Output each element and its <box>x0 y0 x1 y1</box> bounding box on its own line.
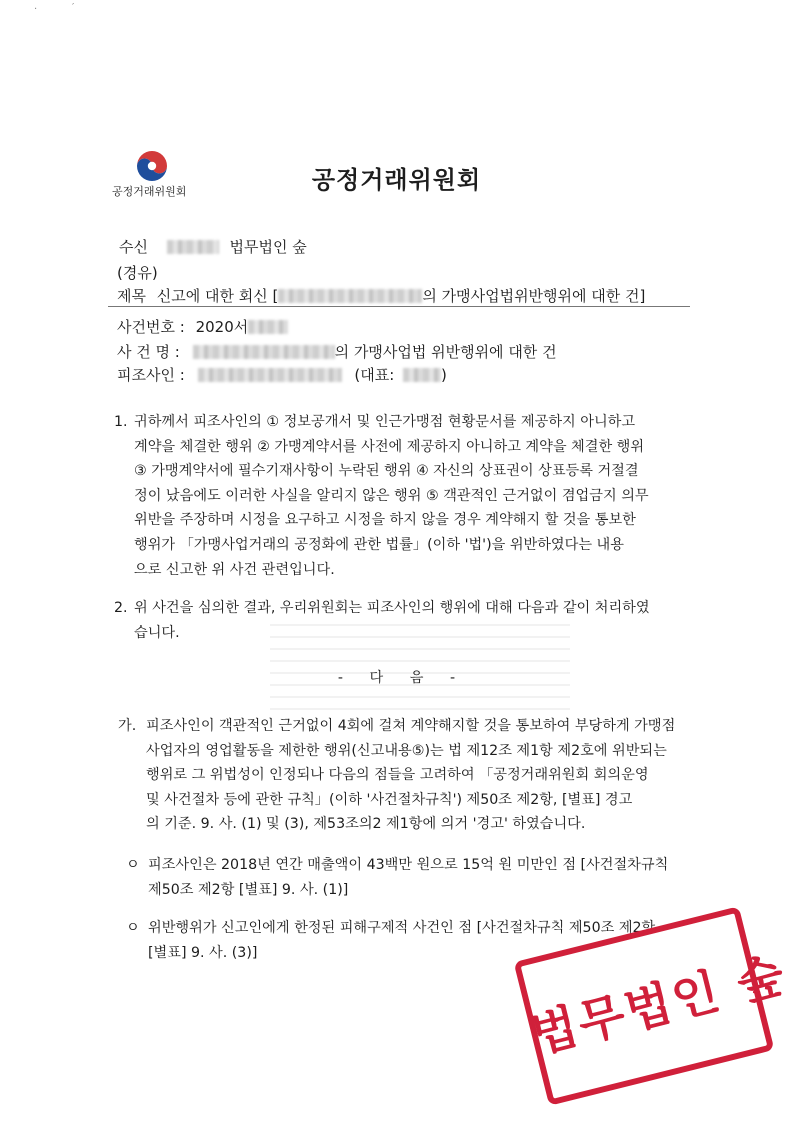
bullet-marker: ㅇ <box>126 920 140 936</box>
recipient-line <box>119 236 307 257</box>
para1-line: ③ 가맹계약서에 필수기재사항이 누락된 행위 ④ 자신의 상표권이 상표등록 거절결 <box>134 463 639 480</box>
redacted-respondent <box>198 368 342 382</box>
item-ga-line: 피조사인이 객관적인 근거없이 4회에 걸쳐 계약해지할 것을 통보하여 부당하게 가맹점 <box>146 718 676 734</box>
subject-prefix: 신고에 대한 회신 [ <box>156 287 279 305</box>
item-ga-line: 행위로 그 위법성이 인정되나 다음의 점들을 고려하여 「공정거래위원회 회의운영 <box>146 767 649 784</box>
via-line: (경유) <box>117 264 158 282</box>
para2-line: 습니다. <box>134 624 180 641</box>
recipient-name: 법무법인 숲 <box>229 238 307 256</box>
bullet-line: 피조사인은 2018년 연간 매출액이 43백만 원으로 15억 원 미만인 점 [사건절차규칙 <box>148 857 669 873</box>
bullet-line: 제50조 제2항 [별표] 9. 사. (1)] <box>148 881 349 898</box>
para1-line: 위반을 주장하며 시정을 요구하고 시정을 하지 않을 경우 계약해지 할 것을 통보한 <box>134 512 636 529</box>
case-number-line <box>117 316 288 337</box>
case-name-suffix: 의 가맹사업법 위반행위에 대한 건 <box>334 343 557 361</box>
scan-speck: ′ <box>72 2 75 13</box>
subject-line <box>117 285 645 306</box>
header-divider <box>108 306 690 307</box>
para1-number: 1. <box>114 414 128 430</box>
stamp-text: 법무법인 숲 <box>525 946 792 1065</box>
para1-line: 계약을 체결한 행위 ② 가맹계약서를 사전에 제공하지 아니하고 계약을 체결한 행위 <box>134 438 645 455</box>
redacted-subject-name <box>278 289 422 303</box>
divider-heading: - 다 음 - <box>337 670 456 686</box>
bullet-line: 위반행위가 신고인에게 한정된 피해구제적 사건인 점 [사건절차규칙 제50조 제2항 <box>148 920 656 936</box>
para1-line: 행위가 「가맹사업거래의 공정화에 관한 법률」(이하 '법')을 위반하였다는 내용 <box>134 536 624 553</box>
para2-line: 위 사건을 심의한 결과, 우리위원회는 피조사인의 행위에 대해 다음과 같이 처리하였 <box>134 600 650 616</box>
redacted-case-name <box>193 345 335 359</box>
para2-number: 2. <box>114 600 128 616</box>
respondent-label: 피조사인 : <box>117 366 185 384</box>
org-title: 공정거래위원회 <box>311 166 482 194</box>
case-number-value: 2020서 <box>195 318 249 336</box>
para1-line: 귀하께서 피조사인의 ① 정보공개서 및 인근가맹점 현황문서를 제공하지 아니하고 <box>134 414 636 430</box>
case-number-label: 사건번호 : <box>117 318 185 336</box>
bleed-through-texture <box>270 620 570 710</box>
bullet-marker: ㅇ <box>126 857 140 873</box>
para1-line: 정이 났음에도 이러한 사실을 알리지 않은 행위 ⑤ 객관적인 근거없이 겸업금지 의무 <box>134 487 649 504</box>
item-ga-line: 및 사건절차 등에 관한 규칙」(이하 '사건절차규칙') 제50조 제2항, [별표] 경고 <box>146 791 633 808</box>
scan-speck: · <box>34 4 38 15</box>
redacted-case-number <box>248 320 288 334</box>
subject-suffix: 의 가맹사업법위반행위에 대한 건] <box>422 287 646 305</box>
respondent-line <box>117 364 447 385</box>
para1-body <box>134 410 649 582</box>
case-name-label: 사 건 명 : <box>117 343 180 361</box>
case-name-line <box>117 341 557 362</box>
logo-caption: 공정거래위원회 <box>112 185 187 198</box>
item-ga-body <box>146 714 675 837</box>
item-ga-line: 사업자의 영업활동을 제한한 행위(신고내용⑤)는 법 제12조 제1항 제2호에 위반되는 <box>146 742 667 759</box>
redacted-representative <box>403 368 441 382</box>
bullet-line: [별표] 9. 사. (3)] <box>148 944 258 961</box>
recipient-label: 수신 <box>119 238 148 256</box>
para1-line: 으로 신고한 위 사건 관련입니다. <box>134 561 335 578</box>
item-ga-label: 가. <box>118 718 137 734</box>
subject-label: 제목 <box>117 287 146 305</box>
item-ga-line: 의 기준. 9. 사. (1) 및 (3), 제53조의2 제1항에 의거 '경고' 하였습니다. <box>146 816 586 833</box>
bullet-item <box>148 853 668 902</box>
redacted-recipient <box>167 240 219 254</box>
representative-label: (대표: <box>354 366 395 384</box>
representative-close: ) <box>441 366 447 384</box>
